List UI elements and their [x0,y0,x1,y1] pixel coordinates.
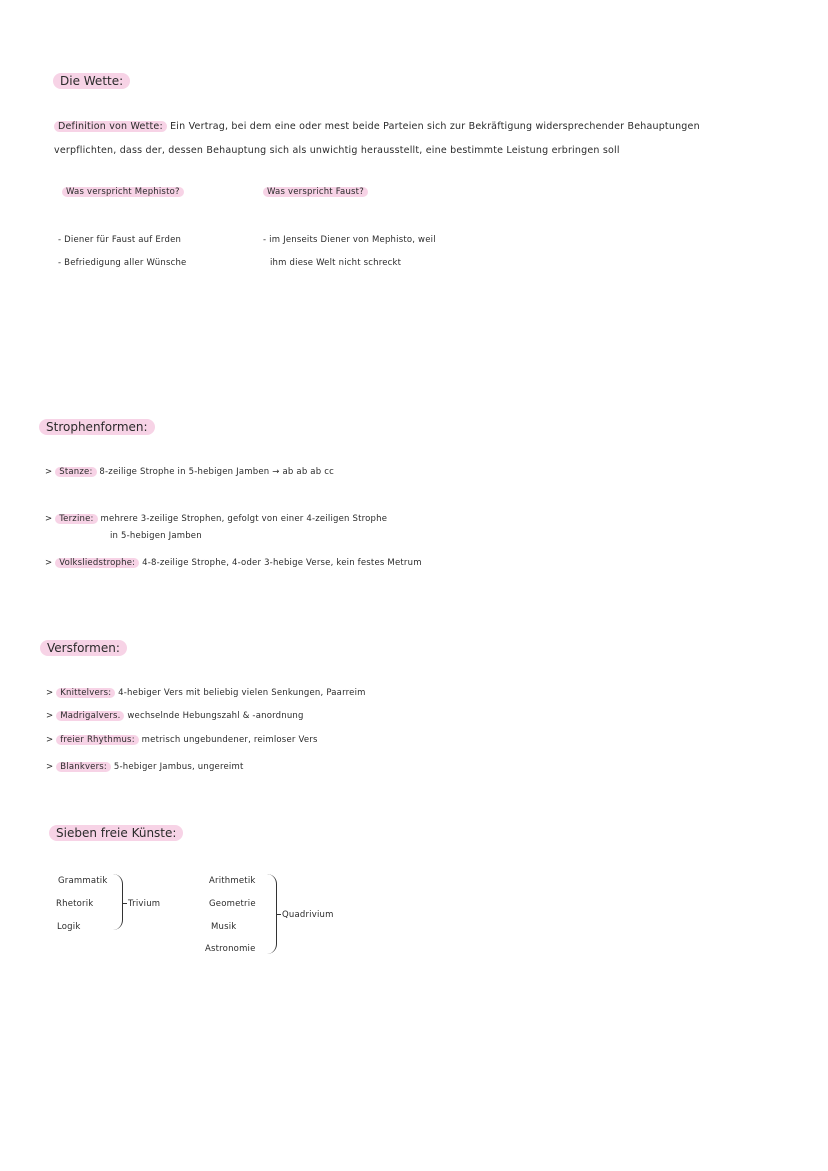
strophe-term: Volksliedstrophe: [55,558,139,568]
bullet: > [46,688,54,698]
faust-line-1: - im Jenseits Diener von Mephisto, weil [263,235,436,245]
bullet: > [45,558,53,568]
trivium-item: Rhetorik [56,899,94,909]
definition-text-1: Ein Vertrag, bei dem eine oder mest beide Parteien sich zur Bekräftigung widersprechender Behauptungen [170,121,700,132]
strophe-item-stanze [45,467,334,477]
vers-text: wechselnde Hebungszahl & -anordnung [127,711,304,721]
vers-term: freier Rhythmus: [56,735,139,745]
bullet: > [45,514,53,524]
strophe-text: 8-zeilige Strophe in 5-hebigen Jamben → ab ab ab cc [99,467,334,477]
vers-text: 5-hebiger Jambus, ungereimt [113,762,244,772]
bullet: > [46,762,54,772]
quadrivium-label: Quadrivium [282,910,334,920]
definition-label: Definition von Wette: [54,121,167,132]
trivium-label: Trivium [128,899,161,909]
section-heading-strophen: Strophenformen: [39,419,155,435]
faust-heading: Was verspricht Faust? [263,187,368,197]
vers-item-blankvers [46,762,244,772]
strophe-term: Terzine: [55,514,97,524]
section-heading-wette: Die Wette: [53,73,130,89]
quadrivium-item: Arithmetik [209,876,256,886]
vers-term: Blankvers: [56,762,111,772]
section-heading-vers: Versformen: [40,640,127,656]
trivium-brace-tip [122,903,127,904]
strophe-item-terzine [45,514,387,524]
quadrivium-brace-tip [276,914,281,915]
vers-term: Madrigalvers. [56,711,124,721]
trivium-item: Logik [57,922,81,932]
strophe-term: Stanze: [55,467,96,477]
vers-item-knittelvers [46,688,366,698]
strophe-text: 4-8-zeilige Strophe, 4-oder 3-hebige Verse, kein festes Metrum [142,558,422,568]
bullet: > [46,735,54,745]
quadrivium-item: Geometrie [209,899,256,909]
vers-text: metrisch ungebundener, reimloser Vers [141,735,318,745]
definition-line-1 [54,121,700,132]
trivium-brace [112,874,123,930]
strophe-item-volkslied [45,558,422,568]
bullet: > [45,467,53,477]
mephisto-item: - Befriedigung aller Wünsche [58,258,187,268]
strophe-text: mehrere 3-zeilige Strophen, gefolgt von einer 4-zeiligen Strophe [100,514,388,524]
mephisto-item: - Diener für Faust auf Erden [58,235,182,245]
strophe-text-continuation: in 5-hebigen Jamben [110,531,202,541]
faust-line-2: ihm diese Welt nicht schreckt [270,258,402,268]
vers-text: 4-hebiger Vers mit beliebig vielen Senkungen, Paarreim [118,688,366,698]
vers-item-freier-rhythmus [46,735,318,745]
definition-line-2: verpflichten, dass der, dessen Behauptung sich als unwichtig herausstellt, eine bestimmte Leistung erbringen soll [54,145,620,156]
section-heading-kuenste: Sieben freie Künste: [49,825,183,841]
quadrivium-item: Musik [211,922,237,932]
mephisto-heading: Was verspricht Mephisto? [62,187,184,197]
bullet: > [46,711,54,721]
vers-item-madrigalvers [46,711,304,721]
trivium-item: Grammatik [58,876,108,886]
vers-term: Knittelvers: [56,688,115,698]
quadrivium-item: Astronomie [205,944,256,954]
